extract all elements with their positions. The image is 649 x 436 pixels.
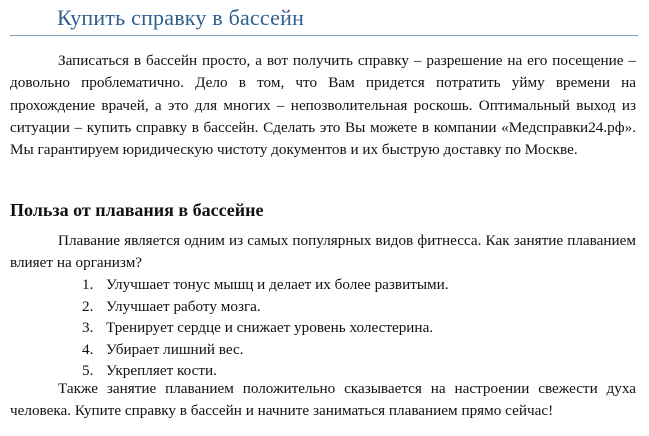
list-item-text: Укрепляет кости. (106, 362, 217, 380)
list-item-number: 1. (82, 276, 94, 293)
list-item (82, 317, 449, 339)
list-item-number: 2. (82, 297, 94, 315)
list-item-number: 3. (82, 319, 94, 337)
page-title: Купить справку в бассейн (57, 5, 305, 30)
section-paragraph: Плавание является одним из самых популярных видов фитнесса. Как занятие плаванием влияет на организм? (10, 232, 636, 272)
list-item-text: Убирает лишний вес. (106, 340, 244, 358)
list-item-text: Улучшает работу мозга. (106, 297, 261, 315)
section-heading: Польза от плавания в бассейне (10, 200, 264, 220)
title-underline (10, 35, 638, 36)
list-item (82, 339, 449, 361)
closing-paragraph: Также занятие плаванием положительно сказывается на настроении свежести духа человека. Купите справку в бассейн и начните заниматься плаванием прямо сейчас! (10, 380, 636, 420)
benefits-list (82, 274, 449, 382)
list-item-number: 5. (82, 362, 94, 380)
list-item (82, 296, 449, 318)
list-item (82, 274, 449, 296)
list-item-text: Улучшает тонус мышц и делает их более развитыми. (106, 276, 449, 293)
list-item-number: 4. (82, 340, 94, 358)
list-item-text: Тренирует сердце и снижает уровень холестерина. (106, 319, 434, 337)
intro-paragraph: Записаться в бассейн просто, а вот получить справку – разрешение на его посещение – довольно проблематично. Дело в том, что Вам придется потратить уйму времени на прохождение врачей, а это для многих – непозволительная роскошь. Оптимальный выход из ситуации – купить справку в бассейн. Сделать это Вы можете в компании «Медсправки24.рф». Мы гарантируем юридическую чистоту документов и их быструю доставку по Москве. (10, 52, 636, 159)
